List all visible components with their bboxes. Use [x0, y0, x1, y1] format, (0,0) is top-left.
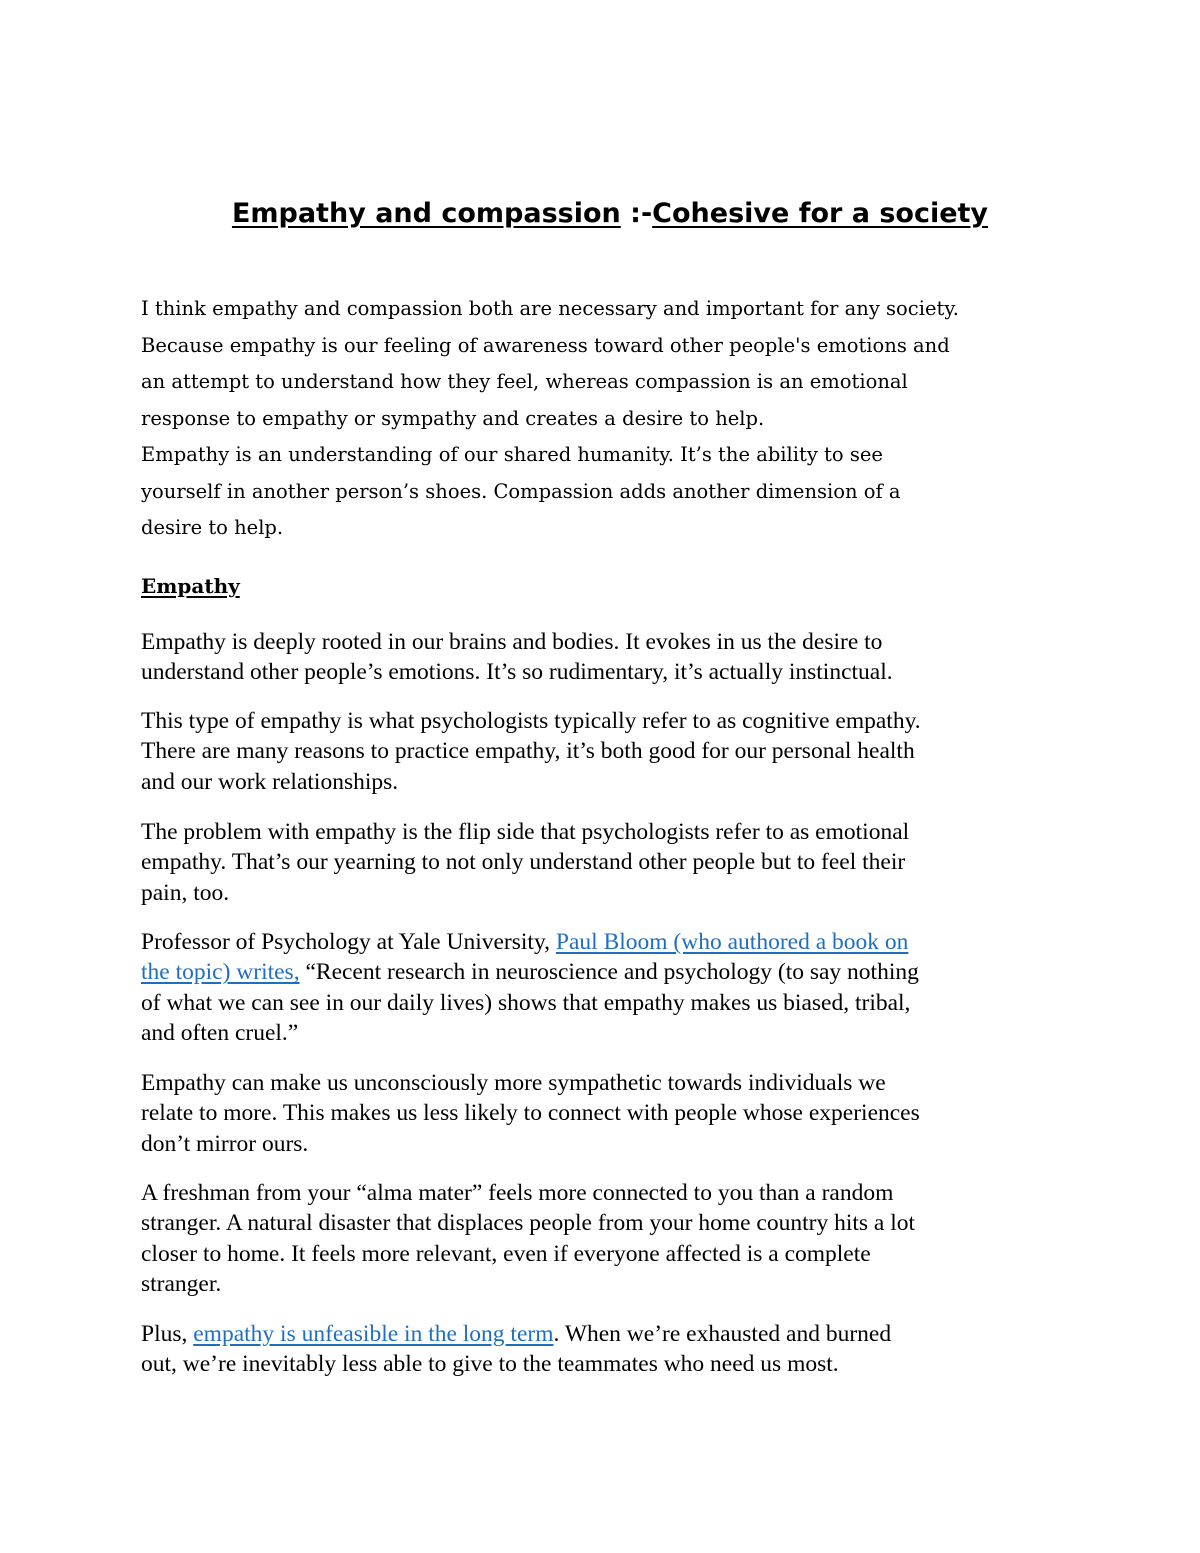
intro-line: desire to help.: [141, 516, 284, 539]
paragraph-text: Plus,: [141, 1321, 194, 1347]
paragraph-line: and our work relationships.: [141, 768, 399, 795]
paragraph-6: [141, 1178, 1081, 1299]
section-heading: Empathy: [141, 574, 240, 598]
paragraph-4: [141, 927, 1081, 1048]
paragraph-line: relate to more. This makes us less likely to connect with people whose experiences: [141, 1100, 920, 1127]
paragraph-7: [141, 1319, 1081, 1380]
paragraph-5: [141, 1068, 1081, 1159]
intro-line: yourself in another person’s shoes. Compassion adds another dimension of a: [141, 479, 901, 503]
paragraph-1: [141, 627, 1081, 688]
intro-line: Empathy is an understanding of our shared humanity. It’s the ability to see: [141, 443, 883, 466]
paul-bloom-link[interactable]: Paul Bloom (who authored a book on: [555, 929, 909, 955]
paragraph-text: . When we’re exhausted and burned: [553, 1321, 892, 1347]
intro-line: response to empathy or sympathy and creates a desire to help.: [141, 406, 765, 430]
paragraph-line: closer to home. It feels more relevant, even if everyone affected is a complete: [141, 1240, 871, 1267]
empathy-unfeasible-link[interactable]: empathy is unfeasible in the long term: [193, 1321, 554, 1347]
paragraph-line: [141, 957, 1081, 987]
paragraph-line: There are many reasons to practice empathy, it’s both good for our personal health: [141, 738, 915, 765]
paragraph-line: This type of empathy is what psychologists typically refer to as cognitive empathy.: [141, 708, 921, 734]
paragraph-line: [141, 927, 1081, 957]
paragraph-line: understand other people’s emotions. It’s so rudimentary, it’s actually instinctual.: [141, 659, 893, 686]
paragraph-line: stranger.: [141, 1270, 222, 1297]
paragraph-line: don’t mirror ours.: [141, 1130, 309, 1157]
paragraph-line: Empathy is deeply rooted in our brains and bodies. It evokes in us the desire to: [141, 629, 883, 655]
paragraph-3: [141, 817, 1081, 908]
title-separator: :-: [620, 198, 653, 229]
intro-paragraph: [141, 291, 1071, 547]
intro-line: an attempt to understand how they feel, whereas compassion is an emotional: [141, 370, 908, 393]
paragraph-line: [141, 1319, 1081, 1349]
paul-bloom-link-continued[interactable]: the topic) writes,: [141, 959, 300, 986]
paragraph-2: [141, 706, 1081, 797]
paragraph-line: The problem with empathy is the flip side that psychologists refer to as emotional: [141, 819, 910, 845]
paragraph-line: of what we can see in our daily lives) shows that empathy makes us biased, tribal,: [141, 989, 911, 1016]
paragraph-line: out, we’re inevitably less able to give to the teammates who need us most.: [141, 1351, 839, 1378]
paragraph-line: stranger. A natural disaster that displaces people from your home country hits a lot: [141, 1210, 916, 1237]
paragraph-line: and often cruel.”: [141, 1019, 299, 1046]
paragraph-line: Empathy can make us unconsciously more sympathetic towards individuals we: [141, 1070, 886, 1096]
paragraph-line: empathy. That’s our yearning to not only understand other people but to feel their: [141, 849, 906, 876]
intro-line: Because empathy is our feeling of awareness toward other people's emotions and: [141, 333, 950, 357]
document-title: [0, 194, 1200, 234]
paragraph-text: Professor of Psychology at Yale University,: [141, 929, 556, 955]
paragraph-line: pain, too.: [141, 879, 230, 906]
title-part-1: Empathy and compassion: [231, 198, 621, 229]
paragraph-text: “Recent research in neuroscience and psychology (to say nothing: [299, 959, 919, 986]
title-part-2: Cohesive for a society: [652, 198, 989, 229]
paragraph-line: A freshman from your “alma mater” feels more connected to you than a random: [141, 1180, 894, 1206]
intro-line: I think empathy and compassion both are necessary and important for any society.: [141, 297, 959, 320]
